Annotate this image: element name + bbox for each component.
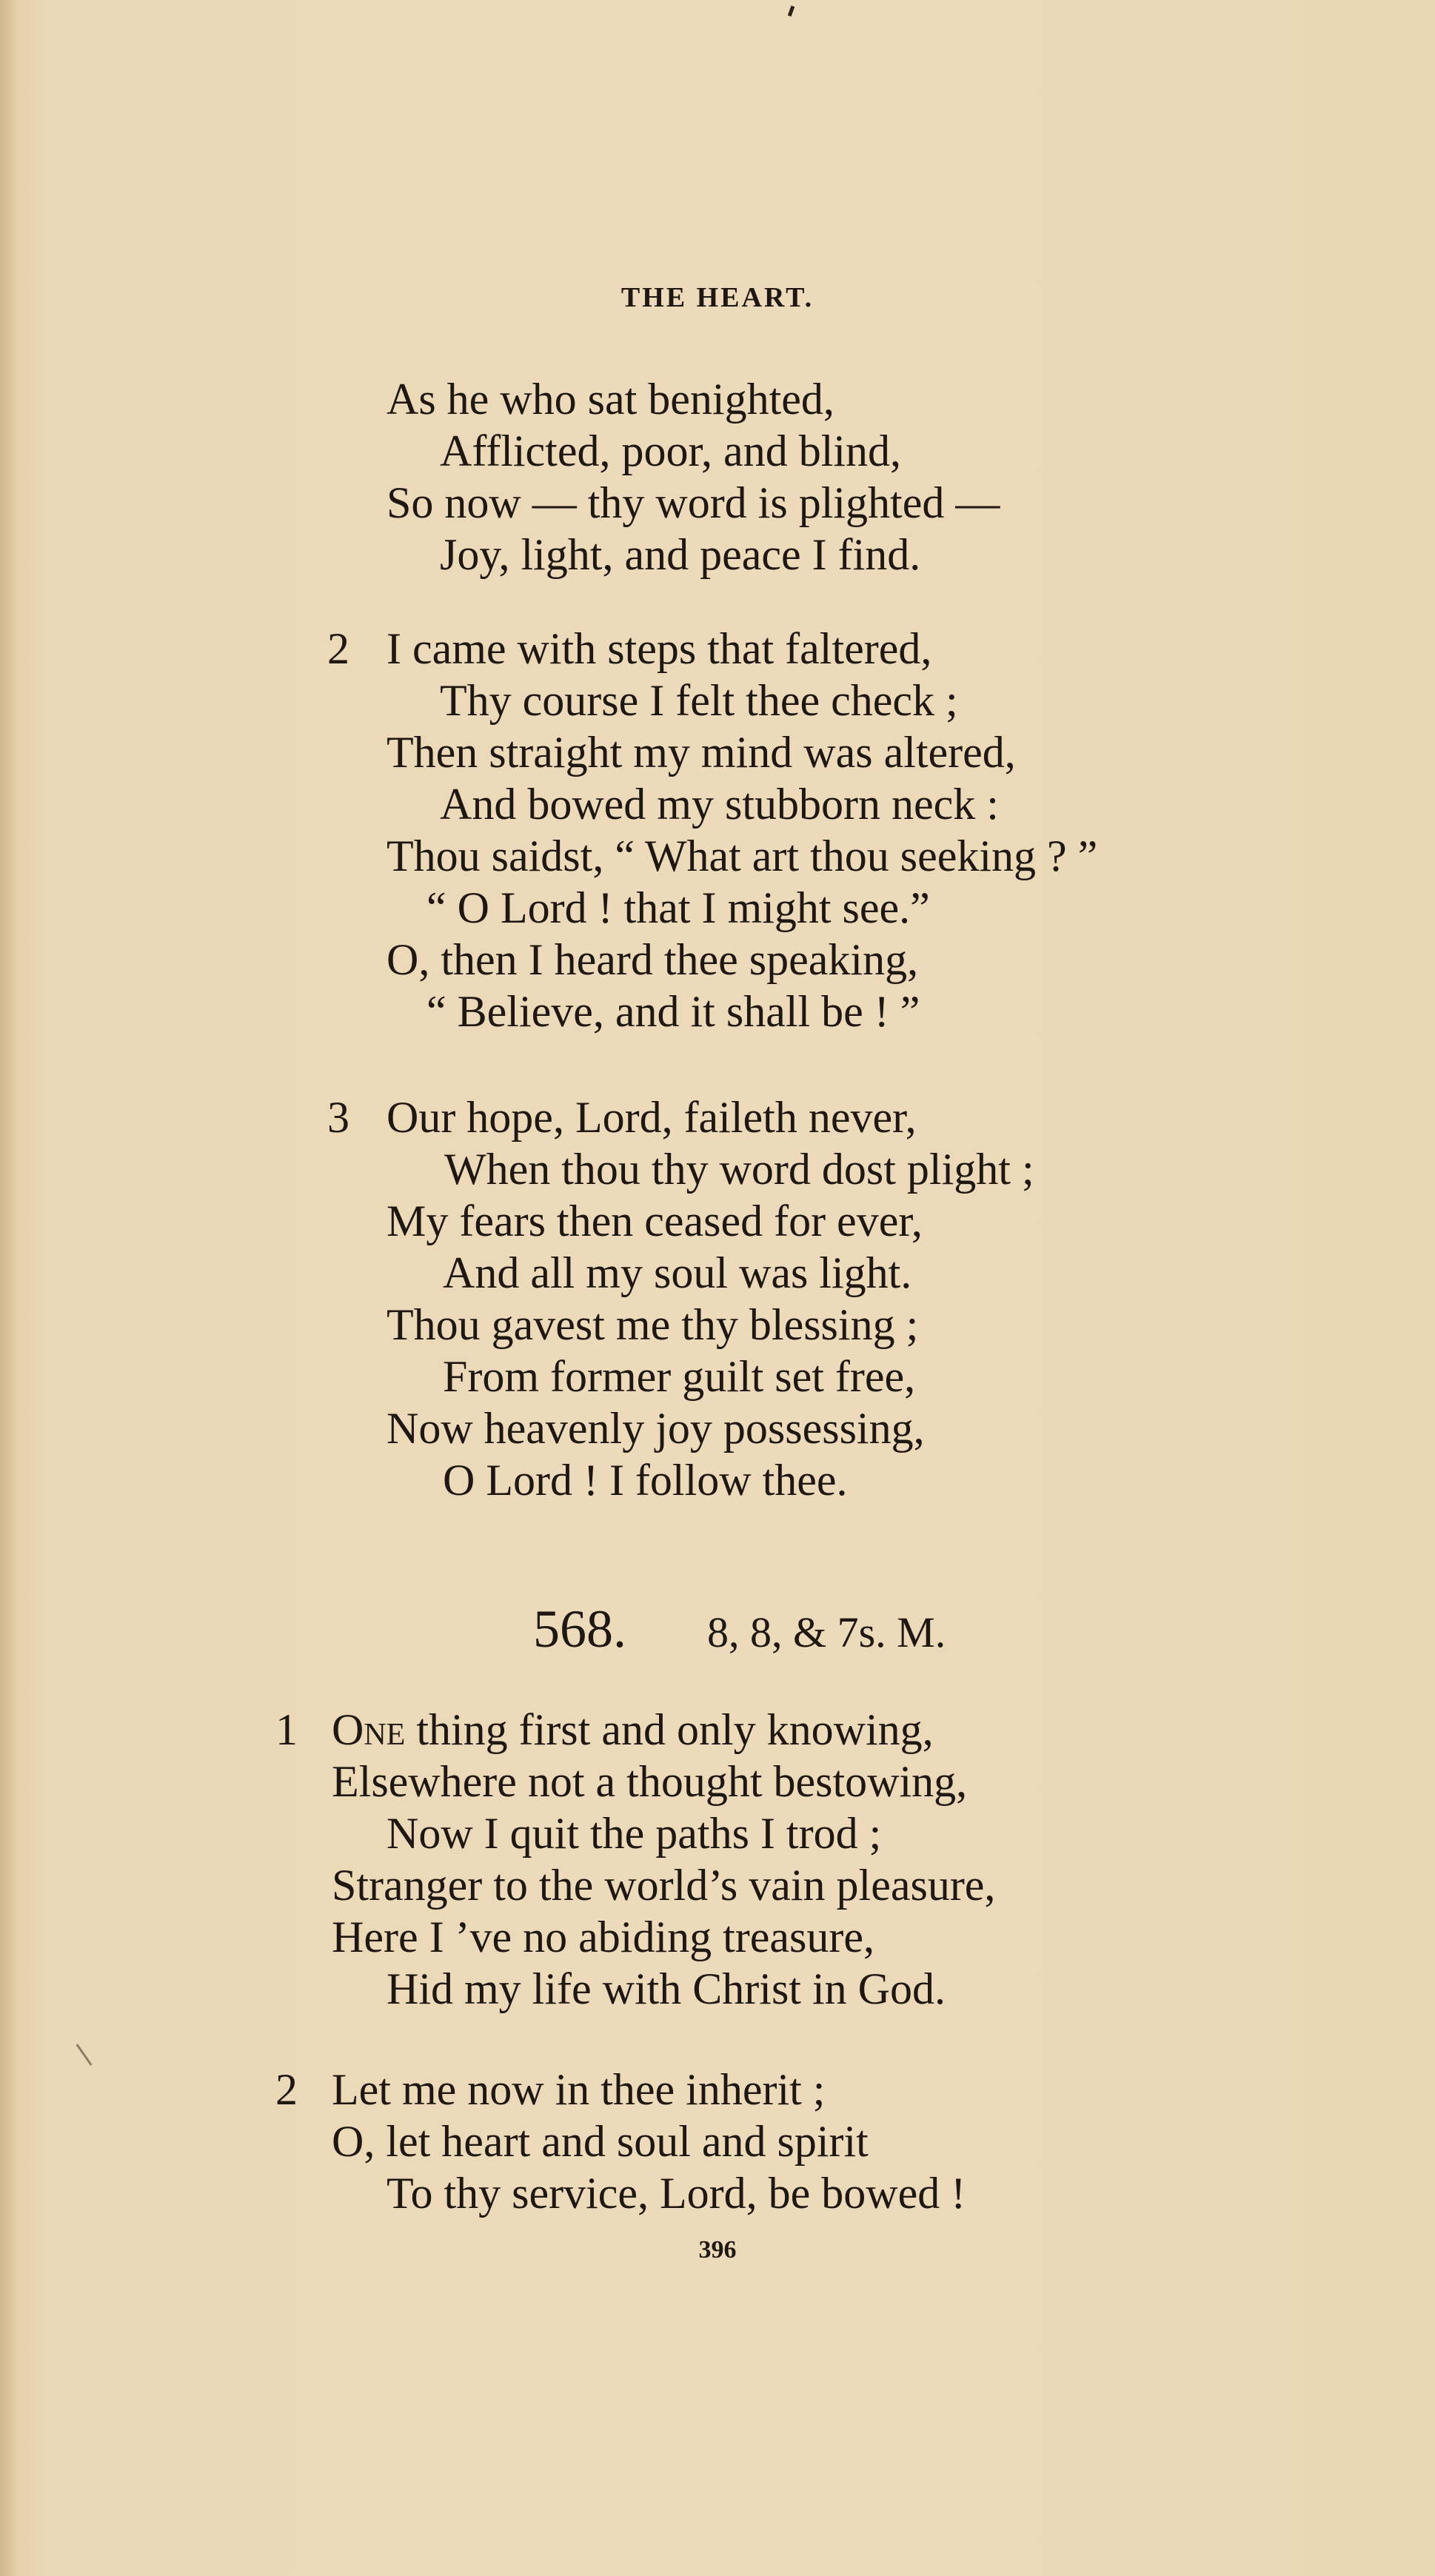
verse-line: O, then I heard thee speaking, [387,935,919,984]
verse-line: To thy service, Lord, be bowed ! [387,2169,966,2218]
verse-line: From former guilt set free, [443,1352,916,1401]
verse-line: Then straight my mind was altered, [387,728,1016,777]
stanza-number: 2 [275,2065,298,2114]
verse-line: Elsewhere not a thought bestowing, [332,1757,968,1806]
hymn-meter: 8, 8, & 7s. M. [707,1608,946,1656]
page-number: 396 [698,2236,737,2264]
stanza-number: 1 [275,1705,298,1754]
verse-line-rest: thing first and only knowing, [405,1705,934,1754]
verse-line: Now heavenly joy possessing, [387,1404,925,1453]
ink-speck [788,6,795,17]
ink-speck [76,2044,93,2066]
verse-line: Our hope, Lord, faileth never, [387,1093,917,1142]
verse-line: Let me now in thee inherit ; [332,2065,826,2114]
verse-line: As he who sat benighted, [387,375,834,424]
hymn-number: 568. [533,1599,626,1659]
verse-line: Thy course I felt thee check ; [440,676,958,725]
verse-line: Stranger to the world’s vain pleasure, [332,1861,996,1910]
verse-line: And all my soul was light. [443,1248,912,1297]
spine-shadow [0,0,19,2576]
verse-line: Hid my life with Christ in God. [387,1964,946,2013]
verse-line: Now I quit the paths I trod ; [387,1809,882,1858]
verse-line: And bowed my stubborn neck : [440,780,999,829]
verse-line: Thou gavest me thy blessing ; [387,1300,919,1349]
stanza-number: 2 [327,624,349,673]
verse-line: I came with steps that faltered, [387,624,932,673]
verse-line: “ Believe, and it shall be ! ” [427,987,920,1036]
running-head: THE HEART. [621,282,814,313]
verse-line: “ O Lord ! that I might see.” [427,883,930,932]
verse-line: Joy, light, and peace I find. [440,530,921,579]
verse-line: So now — thy word is plighted — [387,478,1000,527]
verse-line [332,1704,934,1756]
stanza-number: 3 [327,1093,349,1142]
verse-line: My fears then ceased for ever, [387,1197,923,1245]
verse-line: O, let heart and soul and spirit [332,2117,869,2166]
verse-line: Here I ’ve no abiding treasure, [332,1913,875,1961]
verse-line: O Lord ! I follow thee. [443,1456,848,1505]
verse-first-word: One [332,1705,406,1754]
verse-line: Afflicted, poor, and blind, [440,426,902,475]
verse-line: Thou saidst, “ What art thou seeking ? ” [387,832,1098,880]
verse-line: When thou thy word dost plight ; [444,1145,1034,1194]
